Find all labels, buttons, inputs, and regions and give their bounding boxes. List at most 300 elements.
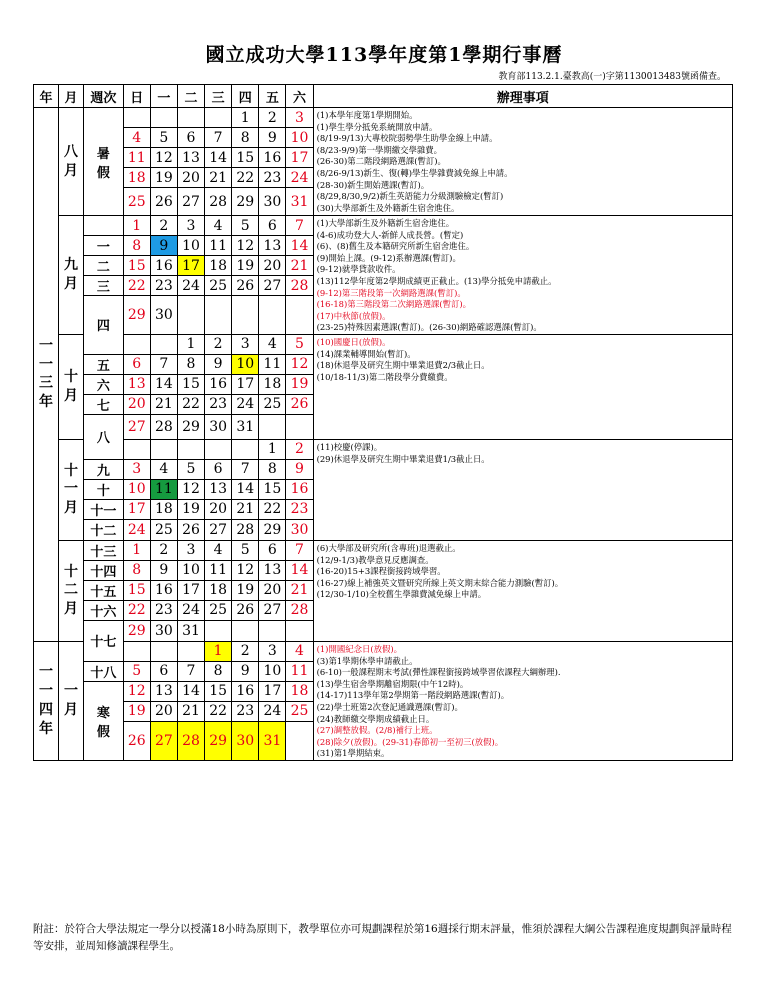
day-cell: 11 (259, 354, 286, 374)
events-cell (313, 439, 732, 540)
event-item: (22)學士班第2次登記通識選課(暫訂)。 (316, 701, 463, 712)
day-cell: 25 (123, 188, 150, 216)
week-label: 十四 (84, 560, 124, 580)
event-item: (13)學生宿舍學期離宿期限(中午12時)。 (316, 678, 469, 689)
month-label: 十 二 月 (59, 540, 84, 641)
day-cell: 19 (232, 580, 259, 600)
day-cell: 22 (205, 701, 232, 721)
event-item: (24)教師繳交學期成績截止日。 (316, 713, 435, 724)
event-item: (26-30)第二階段網路選課(暫訂)。 (316, 156, 446, 167)
day-cell: 31 (232, 414, 259, 439)
day-cell: 22 (123, 276, 150, 296)
calendar-row (34, 439, 733, 459)
week-label: 九 (84, 459, 124, 479)
approval-reference: 教育部113.2.1.臺教高(一)字第1130013483號函備查。 (498, 72, 726, 82)
day-cell: 18 (286, 681, 313, 701)
events-cell (313, 216, 732, 335)
day-cell: 13 (177, 148, 204, 168)
day-cell: 29 (232, 188, 259, 216)
day-cell: 1 (232, 108, 259, 128)
week-label: 六 (84, 374, 124, 394)
day-cell: 6 (150, 661, 177, 681)
day-cell: 14 (232, 479, 259, 499)
day-cell: 31 (259, 721, 286, 760)
day-cell: 17 (123, 499, 150, 519)
day-cell: 15 (123, 256, 150, 276)
empty-day-cell (232, 620, 259, 641)
calendar-row (34, 641, 733, 661)
day-cell: 24 (177, 276, 204, 296)
day-cell: 28 (205, 188, 232, 216)
day-cell: 18 (123, 168, 150, 188)
day-cell: 19 (232, 256, 259, 276)
month-label: 十 一 月 (59, 439, 84, 540)
events-cell (313, 540, 732, 641)
day-cell: 12 (150, 148, 177, 168)
day-cell: 27 (259, 276, 286, 296)
empty-day-cell (150, 334, 177, 354)
day-cell: 3 (123, 459, 150, 479)
month-label: 九 月 (59, 216, 84, 335)
day-cell: 18 (259, 374, 286, 394)
empty-day-cell (123, 641, 150, 661)
day-cell: 28 (286, 600, 313, 620)
day-cell: 20 (177, 168, 204, 188)
day-cell: 4 (150, 459, 177, 479)
day-cell: 11 (150, 479, 177, 499)
day-cell: 21 (232, 499, 259, 519)
day-cell: 8 (232, 128, 259, 148)
day-cell: 20 (123, 394, 150, 414)
empty-day-cell (259, 414, 286, 439)
footnote: 附註：於符合大學法規定一學分以授滿18小時為原則下，教學單位亦可規劃課程於第16週採行期末評量，惟須於課程大綱公告課程進度規劃與評量時程等安排，並周知修讀課程學生。 (33, 923, 732, 952)
event-item: (27)調整放假。(2/8)補行上班。 (316, 725, 438, 736)
day-cell: 30 (286, 519, 313, 540)
day-cell: 3 (259, 641, 286, 661)
day-cell: 17 (177, 256, 204, 276)
day-cell: 27 (123, 414, 150, 439)
week-label: 二 (84, 256, 124, 276)
day-cell: 24 (232, 394, 259, 414)
day-cell: 28 (177, 721, 204, 760)
event-item: (17)中秋節(放假)。 (316, 310, 391, 321)
empty-day-cell (232, 439, 259, 459)
empty-day-cell (123, 439, 150, 459)
event-item: (4-6)成功登大人-新鮮人成長營。(暫定) (316, 229, 464, 240)
empty-day-cell (286, 620, 313, 641)
event-item: (14)課業輔導開始(暫訂)。 (316, 348, 416, 359)
day-cell: 4 (205, 540, 232, 560)
day-cell: 26 (177, 519, 204, 540)
day-cell: 31 (286, 188, 313, 216)
day-cell: 10 (177, 560, 204, 580)
day-cell: 7 (286, 216, 313, 236)
day-cell: 29 (123, 620, 150, 641)
day-cell: 15 (177, 374, 204, 394)
day-cell: 24 (259, 701, 286, 721)
event-item: (9-12)第三階段第一次網路選課(暫訂)。 (316, 287, 466, 298)
day-cell: 7 (150, 354, 177, 374)
day-cell: 3 (232, 334, 259, 354)
header-sun: 日 (123, 85, 150, 108)
day-cell: 30 (150, 296, 177, 335)
week-label: 十五 (84, 580, 124, 600)
day-cell: 12 (286, 354, 313, 374)
event-item: (10/18-11/3)第二階段學分費繳費。 (316, 371, 453, 382)
day-cell: 2 (286, 439, 313, 459)
event-item: (1)本學年度第1學期開始。 (316, 110, 418, 120)
day-cell: 9 (205, 354, 232, 374)
week-label: 七 (84, 394, 124, 414)
day-cell: 5 (150, 128, 177, 148)
event-item: (1)學生學分抵免系統開放申請。 (316, 121, 438, 132)
page-title: 國立成功大學113學年度第1學期行事曆 (205, 44, 563, 66)
day-cell: 26 (150, 188, 177, 216)
day-cell: 14 (286, 236, 313, 256)
day-cell: 27 (150, 721, 177, 760)
header-month: 月 (59, 85, 84, 108)
day-cell: 5 (232, 216, 259, 236)
day-cell: 16 (286, 479, 313, 499)
day-cell: 5 (177, 459, 204, 479)
empty-day-cell (123, 334, 150, 354)
day-cell: 8 (259, 459, 286, 479)
event-item: (23-25)特殊因素選課(暫訂)。(26-30)網路確認選課(暫訂)。 (316, 322, 542, 333)
event-item: (28)除夕(放假)。(29-31)春節初一至初三(放假)。 (316, 736, 504, 747)
day-cell: 1 (123, 540, 150, 560)
day-cell: 28 (150, 414, 177, 439)
event-item: (29)休退學及研究生期中畢業退費1/3截止日。 (316, 453, 490, 464)
empty-day-cell (177, 439, 204, 459)
month-label: 一 月 (59, 641, 84, 760)
header-tue: 二 (177, 85, 204, 108)
empty-day-cell (150, 641, 177, 661)
day-cell: 22 (123, 600, 150, 620)
day-cell: 1 (259, 439, 286, 459)
day-cell: 31 (177, 620, 204, 641)
day-cell: 16 (205, 374, 232, 394)
week-label: 十七 (84, 620, 124, 661)
day-cell: 21 (286, 256, 313, 276)
day-cell: 13 (123, 374, 150, 394)
day-cell: 6 (123, 354, 150, 374)
events-cell (313, 641, 732, 760)
day-cell: 4 (286, 641, 313, 661)
empty-day-cell (150, 439, 177, 459)
day-cell: 18 (205, 256, 232, 276)
header-fri: 五 (259, 85, 286, 108)
week-label: 十三 (84, 540, 124, 560)
calendar-row (34, 540, 733, 560)
day-cell: 14 (205, 148, 232, 168)
day-cell: 21 (286, 580, 313, 600)
empty-day-cell (177, 296, 204, 335)
day-cell: 19 (150, 168, 177, 188)
day-cell: 28 (232, 519, 259, 540)
header-sat: 六 (286, 85, 313, 108)
day-cell: 20 (259, 256, 286, 276)
day-cell: 16 (150, 256, 177, 276)
week-label-empty (84, 216, 124, 236)
header-thu: 四 (232, 85, 259, 108)
calendar-row (34, 216, 733, 236)
day-cell: 12 (232, 560, 259, 580)
day-cell: 25 (286, 701, 313, 721)
day-cell: 24 (123, 519, 150, 540)
empty-day-cell (177, 108, 204, 128)
day-cell: 24 (286, 168, 313, 188)
week-label: 一 (84, 236, 124, 256)
day-cell: 21 (177, 701, 204, 721)
day-cell: 26 (232, 600, 259, 620)
day-cell: 3 (286, 108, 313, 128)
day-cell: 13 (205, 479, 232, 499)
day-cell: 23 (232, 701, 259, 721)
day-cell: 29 (259, 519, 286, 540)
day-cell: 5 (232, 540, 259, 560)
empty-day-cell (232, 296, 259, 335)
day-cell: 20 (205, 499, 232, 519)
day-cell: 28 (286, 276, 313, 296)
day-cell: 27 (205, 519, 232, 540)
event-item: (10)國慶日(放假)。 (316, 336, 391, 347)
day-cell: 8 (123, 560, 150, 580)
day-cell: 2 (232, 641, 259, 661)
day-cell: 7 (286, 540, 313, 560)
year-label: 一 一 四 年 (34, 641, 59, 760)
month-label: 八 月 (59, 108, 84, 216)
day-cell: 2 (259, 108, 286, 128)
day-cell: 8 (205, 661, 232, 681)
empty-day-cell (150, 108, 177, 128)
event-item: (16-20)15+3課程銜接跨域學習。 (316, 566, 446, 577)
empty-day-cell (205, 439, 232, 459)
day-cell: 23 (150, 276, 177, 296)
event-item: (8/19-9/13)大專校院弱勢學生助學金線上申請。 (316, 133, 498, 144)
day-cell: 8 (177, 354, 204, 374)
event-item: (28-30)新生開始選課(暫訂)。 (316, 179, 430, 190)
day-cell: 4 (205, 216, 232, 236)
day-cell: 1 (177, 334, 204, 354)
day-cell: 15 (123, 580, 150, 600)
event-item: (12/9-1/3)教學意見反應調查。 (316, 554, 434, 565)
day-cell: 2 (205, 334, 232, 354)
day-cell: 16 (259, 148, 286, 168)
event-item: (30)大學部新生及外籍新生宿舍進住。 (316, 202, 460, 213)
empty-day-cell (286, 296, 313, 335)
day-cell: 14 (286, 560, 313, 580)
day-cell: 18 (205, 580, 232, 600)
event-item: (13)112學年度第2學期成績更正截止。(13)學分抵免申請截止。 (316, 275, 557, 286)
day-cell: 27 (259, 600, 286, 620)
day-cell: 13 (150, 681, 177, 701)
day-cell: 24 (177, 600, 204, 620)
day-cell: 30 (259, 188, 286, 216)
day-cell: 19 (123, 701, 150, 721)
day-cell: 17 (232, 374, 259, 394)
event-item: (9-12)就學貸款收件。 (316, 264, 401, 275)
empty-day-cell (205, 296, 232, 335)
week-label: 十六 (84, 600, 124, 620)
day-cell: 10 (123, 479, 150, 499)
day-cell: 2 (150, 540, 177, 560)
day-cell: 23 (286, 499, 313, 519)
day-cell: 15 (232, 148, 259, 168)
day-cell: 16 (150, 580, 177, 600)
day-cell: 29 (177, 414, 204, 439)
day-cell: 17 (259, 681, 286, 701)
week-label: 暑 假 (84, 108, 124, 216)
empty-day-cell (205, 620, 232, 641)
day-cell: 3 (177, 540, 204, 560)
day-cell: 5 (123, 661, 150, 681)
day-cell: 7 (177, 661, 204, 681)
events-cell (313, 334, 732, 439)
day-cell: 9 (150, 560, 177, 580)
day-cell: 6 (205, 459, 232, 479)
header-year: 年 (34, 85, 59, 108)
event-item: (1)開國紀念日(放假)。 (316, 643, 402, 654)
event-item: (6-10)一般課程期末考試(彈性課程銜接跨域學習依課程大綱辦理). (316, 667, 561, 678)
day-cell: 29 (123, 296, 150, 335)
academic-calendar-table (33, 84, 733, 761)
header-events: 辦理事項 (313, 85, 732, 108)
day-cell: 9 (259, 128, 286, 148)
day-cell: 21 (150, 394, 177, 414)
day-cell: 25 (259, 394, 286, 414)
calendar-row (34, 108, 733, 128)
day-cell: 20 (259, 580, 286, 600)
week-label: 十一 (84, 499, 124, 519)
event-item: (6)大學部及研究所(含專班)退選截止。 (316, 542, 461, 553)
day-cell: 14 (177, 681, 204, 701)
month-label: 十 月 (59, 334, 84, 439)
week-label: 十 (84, 479, 124, 499)
day-cell: 30 (232, 721, 259, 760)
empty-day-cell (123, 108, 150, 128)
day-cell: 13 (259, 236, 286, 256)
day-cell: 23 (150, 600, 177, 620)
day-cell: 1 (205, 641, 232, 661)
week-label: 三 (84, 276, 124, 296)
header-row (34, 85, 733, 108)
event-item: (3)第1學期休學申請截止。 (316, 655, 418, 666)
week-label: 八 (84, 414, 124, 459)
day-cell: 12 (123, 681, 150, 701)
day-cell: 22 (259, 499, 286, 519)
day-cell: 11 (205, 236, 232, 256)
day-cell: 15 (259, 479, 286, 499)
header-week: 週次 (84, 85, 124, 108)
day-cell: 17 (177, 580, 204, 600)
empty-day-cell (205, 108, 232, 128)
day-cell: 17 (286, 148, 313, 168)
day-cell: 13 (259, 560, 286, 580)
day-cell: 18 (150, 499, 177, 519)
day-cell: 6 (259, 540, 286, 560)
day-cell: 10 (232, 354, 259, 374)
event-item: (11)校慶(停課)。 (316, 441, 383, 452)
day-cell: 4 (259, 334, 286, 354)
day-cell: 26 (232, 276, 259, 296)
day-cell: 25 (205, 276, 232, 296)
empty-day-cell (259, 620, 286, 641)
event-item: (12/30-1/10)全校舊生學雜費減免線上申請。 (316, 589, 487, 600)
day-cell: 23 (205, 394, 232, 414)
event-item: (14-17)113學年第2學期第一階段網路選課(暫訂)。 (316, 690, 510, 701)
event-item: (1)大學部新生及外籍新生宿舍進住。 (316, 218, 455, 228)
event-item: (8/26-9/13)新生、復(轉)學生學雜費減免線上申請。 (316, 167, 513, 178)
year-label: 一 一 三 年 (34, 108, 59, 642)
day-cell: 12 (177, 479, 204, 499)
empty-day-cell (259, 296, 286, 335)
day-cell: 27 (177, 188, 204, 216)
day-cell: 25 (150, 519, 177, 540)
empty-day-cell (286, 414, 313, 439)
empty-day-cell (177, 641, 204, 661)
day-cell: 16 (232, 681, 259, 701)
day-cell: 21 (205, 168, 232, 188)
event-item: (9)開始上課。(9-12)系辦選課(暫訂)。 (316, 252, 461, 263)
day-cell: 30 (150, 620, 177, 641)
week-label: 四 (84, 296, 124, 355)
week-label: 寒 假 (84, 681, 124, 760)
day-cell: 22 (177, 394, 204, 414)
day-cell: 23 (259, 168, 286, 188)
calendar-row (34, 334, 733, 354)
day-cell: 10 (177, 236, 204, 256)
day-cell: 5 (286, 334, 313, 354)
day-cell: 11 (123, 148, 150, 168)
day-cell: 1 (123, 216, 150, 236)
day-cell: 19 (177, 499, 204, 519)
events-cell (313, 108, 732, 216)
day-cell: 6 (177, 128, 204, 148)
event-item: (16-27)線上補強英文暨研究所線上英文期末綜合能力測驗(暫訂)。 (316, 577, 564, 588)
event-item: (18)休退學及研究生期中畢業退費2/3截止日。 (316, 360, 490, 371)
day-cell: 11 (205, 560, 232, 580)
day-cell: 14 (150, 374, 177, 394)
day-cell: 10 (259, 661, 286, 681)
day-cell: 29 (205, 721, 232, 760)
day-cell: 30 (205, 414, 232, 439)
day-cell: 25 (205, 600, 232, 620)
day-cell: 15 (205, 681, 232, 701)
day-cell: 3 (177, 216, 204, 236)
day-cell: 6 (259, 216, 286, 236)
day-cell: 26 (123, 721, 150, 760)
day-cell: 9 (150, 236, 177, 256)
day-cell: 9 (286, 459, 313, 479)
day-cell: 7 (205, 128, 232, 148)
header-wed: 三 (205, 85, 232, 108)
day-cell: 7 (232, 459, 259, 479)
event-item: (31)第1學期結束。 (316, 748, 390, 759)
day-cell: 22 (232, 168, 259, 188)
day-cell: 8 (123, 236, 150, 256)
day-cell: 4 (123, 128, 150, 148)
day-cell: 26 (286, 394, 313, 414)
event-item: (8/23-9/9)第一學期繳交學雜費。 (316, 144, 442, 155)
day-cell: 10 (286, 128, 313, 148)
day-cell: 19 (286, 374, 313, 394)
header-mon: 一 (150, 85, 177, 108)
day-cell: 12 (232, 236, 259, 256)
event-item: (6)、(8)舊生及本籍研究所新生宿舍進住。 (316, 241, 475, 252)
event-item: (16-18)第三階段第二次網路選課(暫訂)。 (316, 299, 472, 310)
event-item: (8/29,8/30,9/2)新生英語能力分級測驗檢定(暫訂) (316, 191, 504, 202)
day-cell: 20 (150, 701, 177, 721)
